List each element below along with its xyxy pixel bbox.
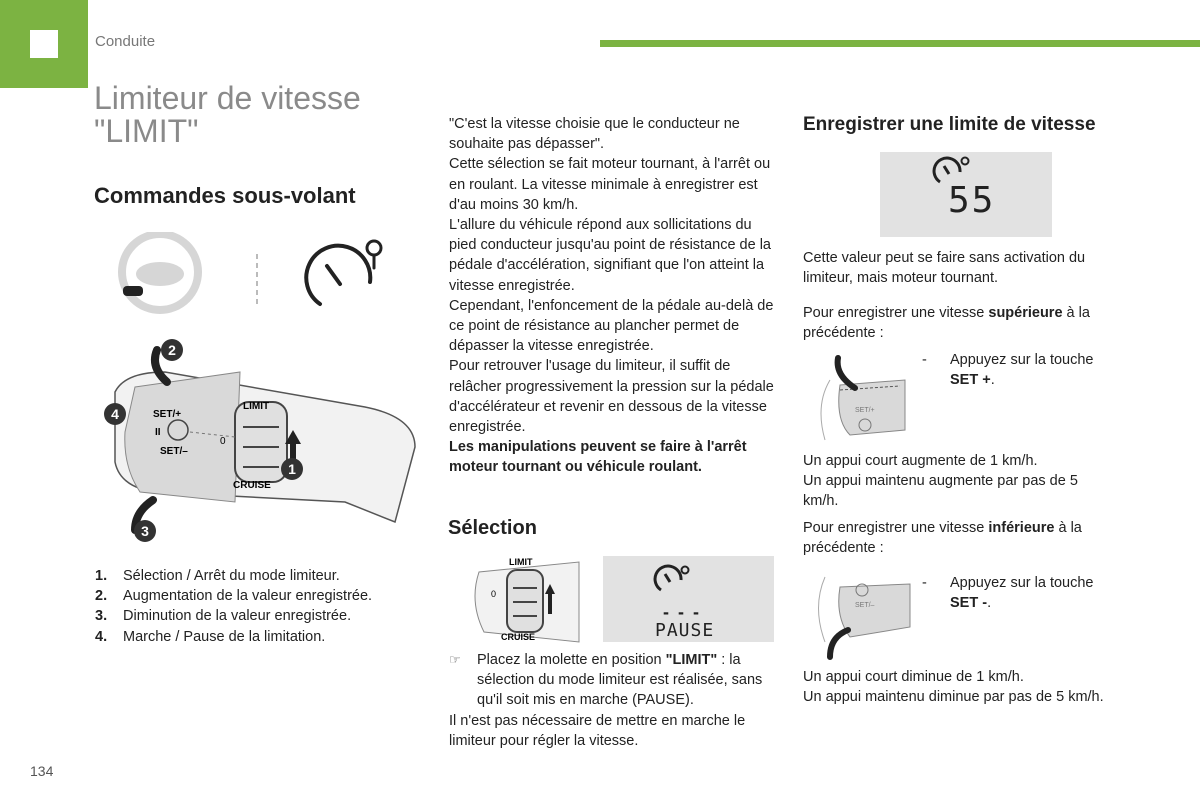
set-minus-figure [810,572,920,664]
fig-zero-label: 0 [220,436,226,447]
set-minus-fig-label: SET/– [855,602,875,609]
pause-lcd-dashes: - - - [663,602,701,622]
set-plus-fig-label: SET/+ [855,407,875,414]
intro-p5: Pour retrouver l'usage du limiteur, il suffit de relâcher progressivement la pression sur la pédale d'accélérateur et revenir en dessous de la vitesse enregistrée. [449,358,774,436]
chapter-tab [0,0,88,88]
selection-fig-limit-label: LIMIT [509,557,533,567]
inferieure-intro: Pour enregistrer une vitesse inférieure à la précédente : [803,520,1082,557]
intro-p3: L'allure du véhicule répond aux sollicitations du pied conducteur jusqu'au point de résistance de la pédale d'accélération, signifiant que l'on atteint la vitesse enregistrée. [449,217,771,294]
callout-3 [134,520,156,542]
callout-2 [161,339,183,361]
selection-bullet: ☞ Placez la molette en position "LIMIT" : la sélection du mode limiteur est réalisée, sans qu'il soit mis en marche (PAUSE). [449,650,779,711]
speed-lcd [880,152,1052,237]
inferieure-long: Un appui maintenu diminue par pas de 5 km/h. [803,689,1104,706]
page-title-line2: "LIMIT" [94,113,199,149]
intro-p2: Cette sélection se fait moteur tournant, à l'arrêt ou en roulant. La vitesse minimale à enregistrer est d'au moins 30 km/h. [449,156,771,213]
svg-text:4: 4 [111,406,119,422]
header-rule [600,40,1200,47]
list-item: 4. Marche / Pause de la limitation. [95,628,326,645]
intro-text [449,114,779,478]
speed-lcd-value: 55 [948,180,996,221]
svg-text:2: 2 [168,342,176,358]
inferieure-details [803,667,1143,707]
intro-p1: "C'est la vitesse choisie que le conducteur ne souhaite pas dépasser". [449,116,740,153]
fig-set-minus-label: SET/– [160,446,188,457]
selection-fig-zero-label: 0 [491,589,497,599]
pause-lcd [603,556,774,642]
svg-text:3: 3 [141,523,149,539]
enregistrer-p1: Cette valeur peut se faire sans activation du limiteur, mais moteur tournant. [803,250,1086,287]
pointing-hand-icon: ☞ [449,652,461,667]
limit-wheel [235,402,287,482]
selection-note-text: Il n'est pas nécessaire de mettre en marche le limiteur pour régler la vitesse. [449,712,746,749]
superieure-item: - Appuyez sur la touche SET +. [922,352,1094,389]
page-number: 134 [30,763,54,779]
inferieure-item: - Appuyez sur la touche SET -. [922,575,1094,612]
svg-text:1: 1 [288,461,296,477]
fig-limit-label: LIMIT [243,401,270,412]
fig-cruise-label: CRUISE [233,480,271,491]
section-label: Conduite [95,33,156,50]
list-item: 2. Augmentation de la valeur enregistrée. [95,588,373,605]
commandes-heading: Commandes sous-volant [94,183,356,208]
superieure-details [803,451,1103,512]
selection-fig-cruise-label: CRUISE [501,632,536,642]
page-title-line1: Limiteur de vitesse [94,80,361,116]
fig-pause-label: II [155,427,161,438]
selection-heading: Sélection [448,517,537,539]
set-plus-figure [810,350,915,442]
superieure-intro: Pour enregistrer une vitesse supérieure à la précédente : [803,305,1090,342]
list-item: 1. Sélection / Arrêt du mode limiteur. [95,568,340,584]
steering-wheel-icon [122,234,198,310]
selection-note [449,650,779,751]
stalk-controls-figure [95,232,425,552]
enregistrer-heading: Enregistrer une limite de vitesse [803,114,1096,135]
pause-lcd-text: PAUSE [655,620,715,641]
limiter-gauge-icon [306,241,381,304]
intro-p6: Les manipulations peuvent se faire à l'arrêt moteur tournant ou véhicule roulant. [449,439,747,476]
commandes-list [95,566,415,647]
superieure-short: Un appui court augmente de 1 km/h. [803,453,1038,469]
inferieure-short: Un appui court diminue de 1 km/h. [803,669,1024,685]
superieure-long: Un appui maintenu augmente par pas de 5 km/h. [803,473,1078,510]
pause-lcd-gauge-icon [653,564,693,594]
selection-wheel-figure [449,552,594,644]
callout-1 [281,458,303,480]
chapter-tab-square [30,30,58,58]
callout-4 [104,403,126,425]
fig-set-plus-label: SET/+ [153,409,182,420]
intro-p4: Cependant, l'enfoncement de la pédale au-delà de ce point de résistance au plancher permet de dépasser la vitesse enregistrée. [449,297,774,355]
list-item: 3. Diminution de la valeur enregistrée. [95,608,352,625]
page-title [94,82,414,148]
